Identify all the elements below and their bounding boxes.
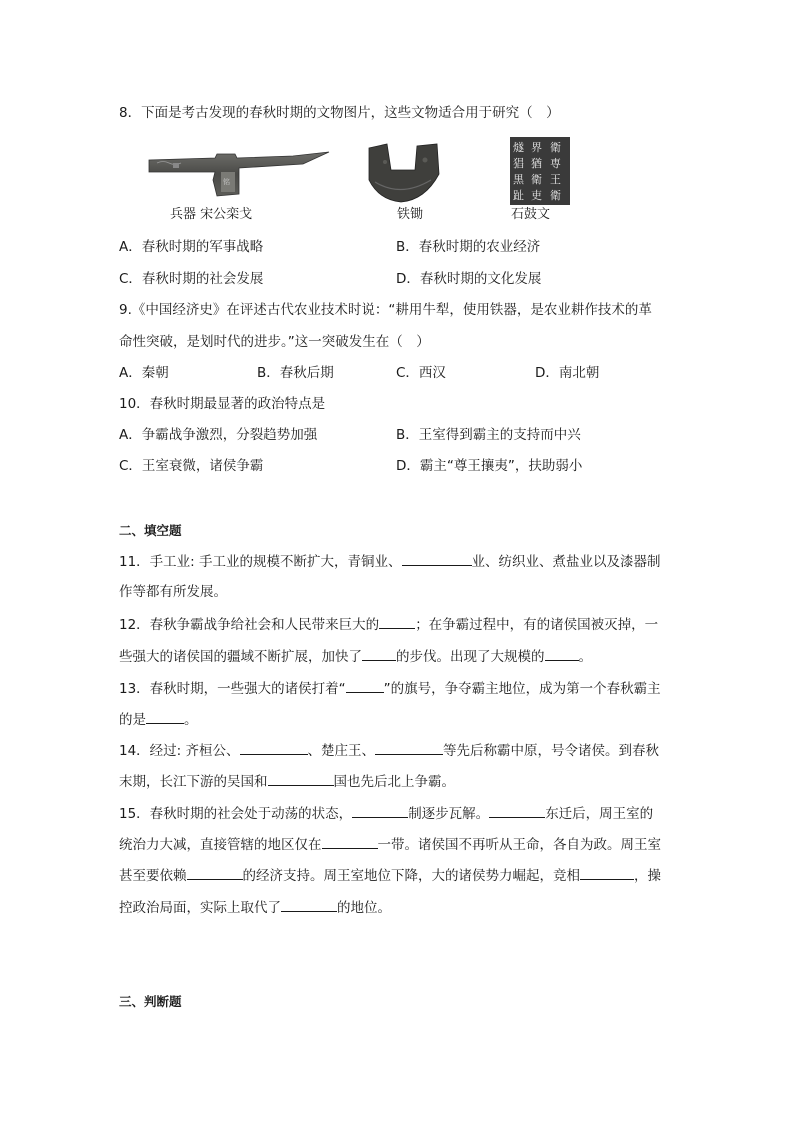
figure-caption-hoe: 铁锄 bbox=[397, 207, 424, 222]
figure-caption-ge: 兵器 宋公栾戈 bbox=[170, 207, 253, 222]
q8-option-d: D．春秋时期的文化发展 bbox=[396, 271, 542, 287]
section-fill-in-title: 二、填空题 bbox=[119, 523, 182, 538]
q10-option-b: B．王室得到霸主的支持而中兴 bbox=[396, 427, 581, 443]
q15-line-4 bbox=[119, 897, 391, 917]
svg-text:黒: 黒 bbox=[513, 173, 524, 186]
iron-hoe-image bbox=[365, 142, 443, 206]
q12-text-3: 些强大的诸侯国的疆域不断扩展，加快了 bbox=[119, 649, 362, 665]
q13-text-1: 13．春秋时期，一些强大的诸侯打着“ bbox=[119, 681, 346, 697]
svg-text:衛: 衛 bbox=[550, 189, 561, 202]
svg-text:界: 界 bbox=[531, 141, 542, 154]
q15-line-1 bbox=[119, 803, 653, 823]
q8-option-a: A．春秋时期的军事战略 bbox=[119, 239, 264, 255]
q15-blank-3[interactable] bbox=[322, 834, 378, 849]
svg-text:趾: 趾 bbox=[513, 189, 524, 202]
svg-text:铭: 铭 bbox=[223, 178, 230, 186]
q15-line-3 bbox=[119, 865, 661, 885]
q14-text-4: 末期，长江下游的吴国和 bbox=[119, 774, 268, 790]
q15-text-9: 控政治局面，实际上取代了 bbox=[119, 900, 281, 916]
q9-line-1: 9.《中国经济史》在评述古代农业技术时说：“耕用牛犁，使用铁器，是农业耕作技术的革 bbox=[119, 302, 652, 318]
q13-line-1 bbox=[119, 678, 661, 698]
q13-line-2 bbox=[119, 709, 198, 729]
q12-text-4: 的步伐。出现了大规模的 bbox=[396, 649, 545, 665]
q15-text-1: 15．春秋时期的社会处于动荡的状态， bbox=[119, 806, 353, 822]
svg-text:燧: 燧 bbox=[513, 141, 524, 154]
stone-drum-inscription-icon bbox=[510, 137, 570, 205]
q14-blank-3[interactable] bbox=[268, 771, 334, 786]
q14-text-5: 国也先后北上争霸。 bbox=[333, 774, 455, 790]
q13-text-4: 。 bbox=[184, 712, 198, 728]
q11-text-2: 业、纺织业、煮盐业以及漆器制 bbox=[471, 554, 661, 570]
q11-text-1: 11．手工业: 手工业的规模不断扩大，青铜业、 bbox=[119, 554, 402, 570]
q15-line-2 bbox=[119, 834, 661, 854]
q13-text-2: ”的旗号，争夺霸主地位，成为第一个春秋霸主 bbox=[383, 681, 661, 697]
q12-text-1: 12．春秋争霸战争给社会和人民带来巨大的 bbox=[119, 617, 380, 633]
svg-text:専: 専 bbox=[550, 157, 561, 170]
q15-text-5: 一带。诸侯国不再听从王命，各自为政。周王室 bbox=[377, 837, 661, 853]
q11-blank-1[interactable] bbox=[402, 551, 472, 566]
q15-text-8: ，操 bbox=[634, 868, 661, 884]
svg-text:王: 王 bbox=[550, 173, 561, 186]
q10-option-c: C．王室衰微，诸侯争霸 bbox=[119, 458, 264, 474]
q13-text-3: 的是 bbox=[119, 712, 146, 728]
q11-line-2: 作等都有所发展。 bbox=[119, 584, 227, 600]
q14-line-1 bbox=[119, 740, 659, 760]
q9-option-c: C．西汉 bbox=[396, 365, 446, 381]
q15-text-6: 甚至要依赖 bbox=[119, 868, 187, 884]
q15-blank-2[interactable] bbox=[489, 803, 545, 818]
q14-text-2: 、楚庄王、 bbox=[307, 743, 376, 759]
figure-caption-drum: 石鼓文 bbox=[511, 207, 551, 222]
q8-option-b: B．春秋时期的农业经济 bbox=[396, 239, 541, 255]
svg-text:猶: 猶 bbox=[531, 157, 542, 170]
q12-text-5: 。 bbox=[578, 649, 592, 665]
q8-option-c: C．春秋时期的社会发展 bbox=[119, 271, 264, 287]
q15-text-4: 统治力大减，直接管辖的地区仅在 bbox=[119, 837, 322, 853]
q15-blank-5[interactable] bbox=[580, 865, 634, 880]
svg-text:吏: 吏 bbox=[531, 189, 542, 202]
q14-blank-1[interactable] bbox=[240, 740, 308, 755]
q9-option-a: A．秦朝 bbox=[119, 365, 169, 381]
q13-blank-1[interactable] bbox=[346, 678, 384, 693]
q10-option-d: D．霸主“尊王攘夷”，扶助弱小 bbox=[396, 458, 583, 474]
q13-blank-2[interactable] bbox=[146, 709, 184, 724]
q9-option-b: B．春秋后期 bbox=[257, 365, 334, 381]
q12-line-2 bbox=[119, 646, 592, 666]
stone-drum-inscription-image bbox=[510, 137, 570, 205]
q15-text-10: 的地位。 bbox=[337, 900, 391, 916]
q8-stem: 8．下面是考古发现的春秋时期的文物图片，这些文物适合用于研究（ ） bbox=[119, 105, 560, 121]
q9-line-2: 命性突破，是划时代的进步。”这一突破发生在（ ） bbox=[119, 334, 430, 350]
q15-blank-6[interactable] bbox=[281, 897, 337, 912]
q10-stem: 10．春秋时期最显著的政治特点是 bbox=[119, 396, 326, 412]
q14-blank-2[interactable] bbox=[375, 740, 443, 755]
section-true-false-title: 三、判断题 bbox=[119, 994, 182, 1009]
bronze-ge-halberd-icon bbox=[143, 150, 333, 208]
svg-text:猖: 猖 bbox=[513, 157, 524, 170]
q15-text-2: 制逐步瓦解。 bbox=[408, 806, 490, 822]
bronze-ge-halberd-image bbox=[143, 150, 333, 208]
q15-text-3: 东迁后，周王室的 bbox=[545, 806, 654, 822]
q11-line-1 bbox=[119, 551, 661, 571]
q14-line-2 bbox=[119, 771, 455, 791]
q12-blank-2[interactable] bbox=[362, 646, 396, 661]
q14-text-3: 等先后称霸中原，号令诸侯。到春秋 bbox=[443, 743, 660, 759]
q15-blank-4[interactable] bbox=[187, 865, 243, 880]
q12-blank-3[interactable] bbox=[545, 646, 579, 661]
q12-line-1 bbox=[119, 614, 658, 634]
q15-text-7: 的经济支持。周王室地位下降，大的诸侯势力崛起，竞相 bbox=[242, 868, 580, 884]
q15-blank-1[interactable] bbox=[352, 803, 408, 818]
q12-blank-1[interactable] bbox=[379, 614, 415, 629]
q10-option-a: A．争霸战争激烈，分裂趋势加强 bbox=[119, 427, 318, 443]
q12-text-2: ；在争霸过程中，有的诸侯国被灭掉，一 bbox=[415, 617, 659, 633]
iron-hoe-icon bbox=[365, 142, 443, 206]
q9-option-d: D．南北朝 bbox=[535, 365, 600, 381]
svg-text:衛: 衛 bbox=[531, 173, 542, 186]
q14-text-1: 14．经过: 齐桓公、 bbox=[119, 743, 240, 759]
svg-text:衛: 衛 bbox=[550, 141, 561, 154]
